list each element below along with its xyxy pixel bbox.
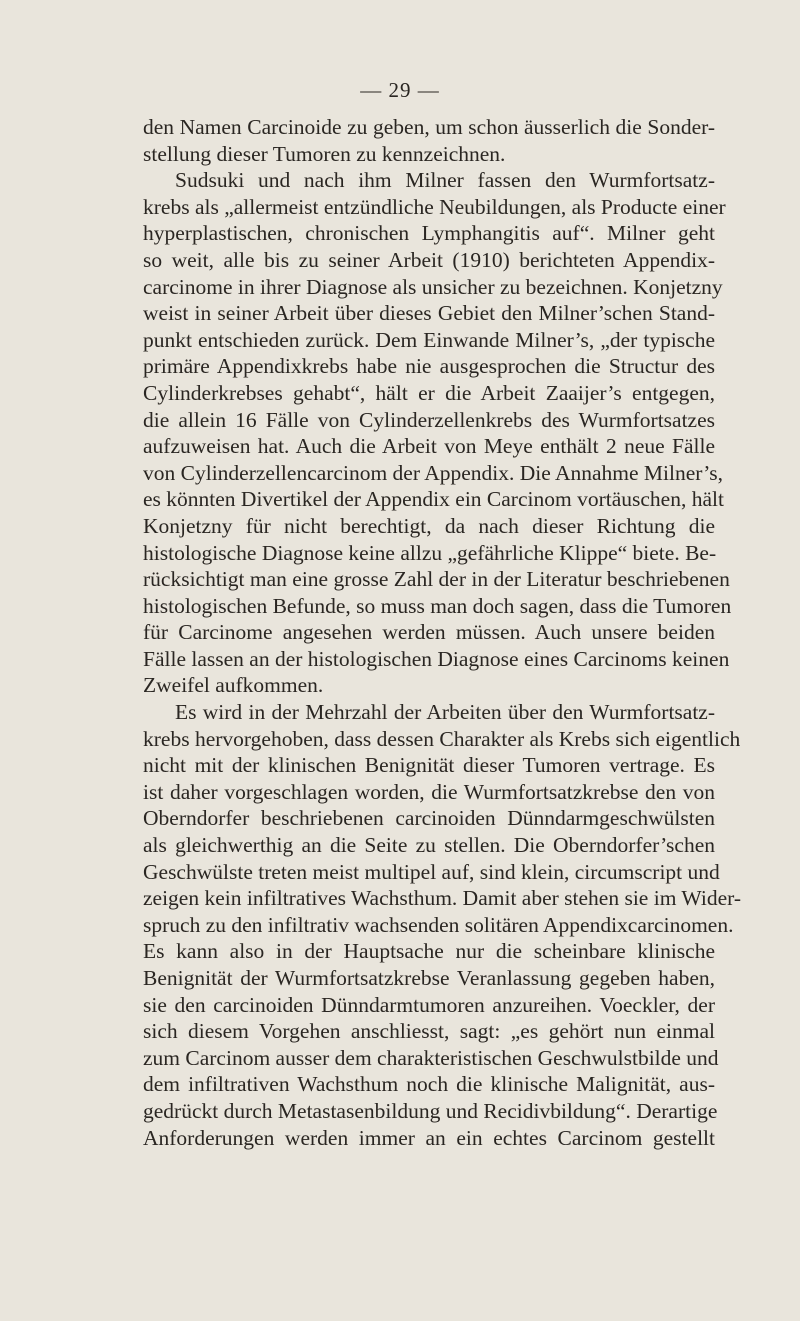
text-line: Konjetzny für nicht berechtigt, da nach dieser Richtung die [143,513,715,538]
text-line: Es wird in der Mehrzahl der Arbeiten über den Wurmfortsatz- [175,700,715,725]
text-line: weist in seiner Arbeit über dieses Gebiet den Milner’schen Stand- [143,301,715,326]
text-line: krebs als „allermeist entzündliche Neubildungen, als Producte einer [143,194,726,219]
text-line: als gleichwerthig an die Seite zu stellen. Die Oberndorfer’schen [143,833,715,858]
text-line: punkt entschieden zurück. Dem Einwande Milner’s, „der typische [143,327,715,352]
text-line: Geschwülste treten meist multipel auf, sind klein, circumscript und [143,859,720,884]
text-line: nicht mit der klinischen Benignität dieser Tumoren vertrage. Es [143,753,715,778]
text-line: zeigen kein infiltratives Wachsthum. Damit aber stehen sie im Wider- [143,886,742,911]
text-line: für Carcinome angesehen werden müssen. Auch unsere beiden [143,620,715,645]
text-line: histologischen Befunde, so muss man doch sagen, dass die Tumoren [143,593,732,618]
text-line: Sudsuki und nach ihm Milner fassen den Wurmfortsatz- [175,168,715,193]
text-line: stellung dieser Tumoren zu kennzeichnen. [143,141,506,166]
text-line: sich diesem Vorgehen anschliesst, sagt: „es gehört nun einmal [143,1019,715,1044]
text-line: Anforderungen werden immer an ein echtes Carcinom gestellt [143,1125,715,1150]
text-line: primäre Appendixkrebs habe nie ausgesprochen die Structur des [143,354,715,379]
text-line: Zweifel aufkommen. [143,673,324,698]
text-line: es könnten Divertikel der Appendix ein Carcinom vortäuschen, hält [143,487,724,512]
body-text [143,114,742,1151]
text-line: den Namen Carcinoide zu geben, um schon äusserlich die Sonder- [143,115,715,139]
page-number: — 29 — [360,78,440,102]
text-line: von Cylinderzellencarcinom der Appendix. Die Annahme Milner’s, [143,460,723,485]
text-line: krebs hervorgehoben, dass dessen Charakter als Krebs sich eigentlich [143,726,741,751]
text-line: sie den carcinoiden Dünndarmtumoren anzureihen. Voeckler, der [143,992,715,1017]
text-line: aufzuweisen hat. Auch die Arbeit von Meye enthält 2 neue Fälle [143,434,715,459]
text-line: die allein 16 Fälle von Cylinderzellenkrebs des Wurmfortsatzes [143,407,715,432]
text-line: so weit, alle bis zu seiner Arbeit (1910) berichteten Appendix- [143,247,715,272]
text-line: Cylinderkrebses gehabt“, hält er die Arbeit Zaaijer’s entgegen, [143,380,715,405]
text-line: Es kann also in der Hauptsache nur die scheinbare klinische [143,939,715,964]
text-line: histologische Diagnose keine allzu „gefährliche Klippe“ biete. Be- [143,540,717,565]
text-line: dem infiltrativen Wachsthum noch die klinische Malignität, aus- [143,1072,715,1097]
text-line: rücksichtigt man eine grosse Zahl der in der Literatur beschriebenen [143,567,730,592]
text-line: Benignität der Wurmfortsatzkrebse Veranlassung gegeben haben, [143,966,715,990]
text-line: carcinome in ihrer Diagnose als unsicher zu bezeichnen. Konjetzny [143,274,723,299]
text-line: zum Carcinom ausser dem charakteristischen Geschwulstbilde und [143,1045,719,1070]
text-line: Fälle lassen an der histologischen Diagnose eines Carcinoms keinen [143,646,730,671]
text-line: gedrückt durch Metastasenbildung und Recidivbildung“. Derartige [143,1098,718,1123]
text-line: hyperplastischen, chronischen Lymphangitis auf“. Milner geht [143,221,715,246]
text-line: Oberndorfer beschriebenen carcinoiden Dünndarmgeschwülsten [143,806,715,831]
text-line: spruch zu den infiltrativ wachsenden solitären Appendixcarcinomen. [143,912,734,937]
text-line: ist daher vorgeschlagen worden, die Wurmfortsatzkrebse den von [143,779,715,804]
